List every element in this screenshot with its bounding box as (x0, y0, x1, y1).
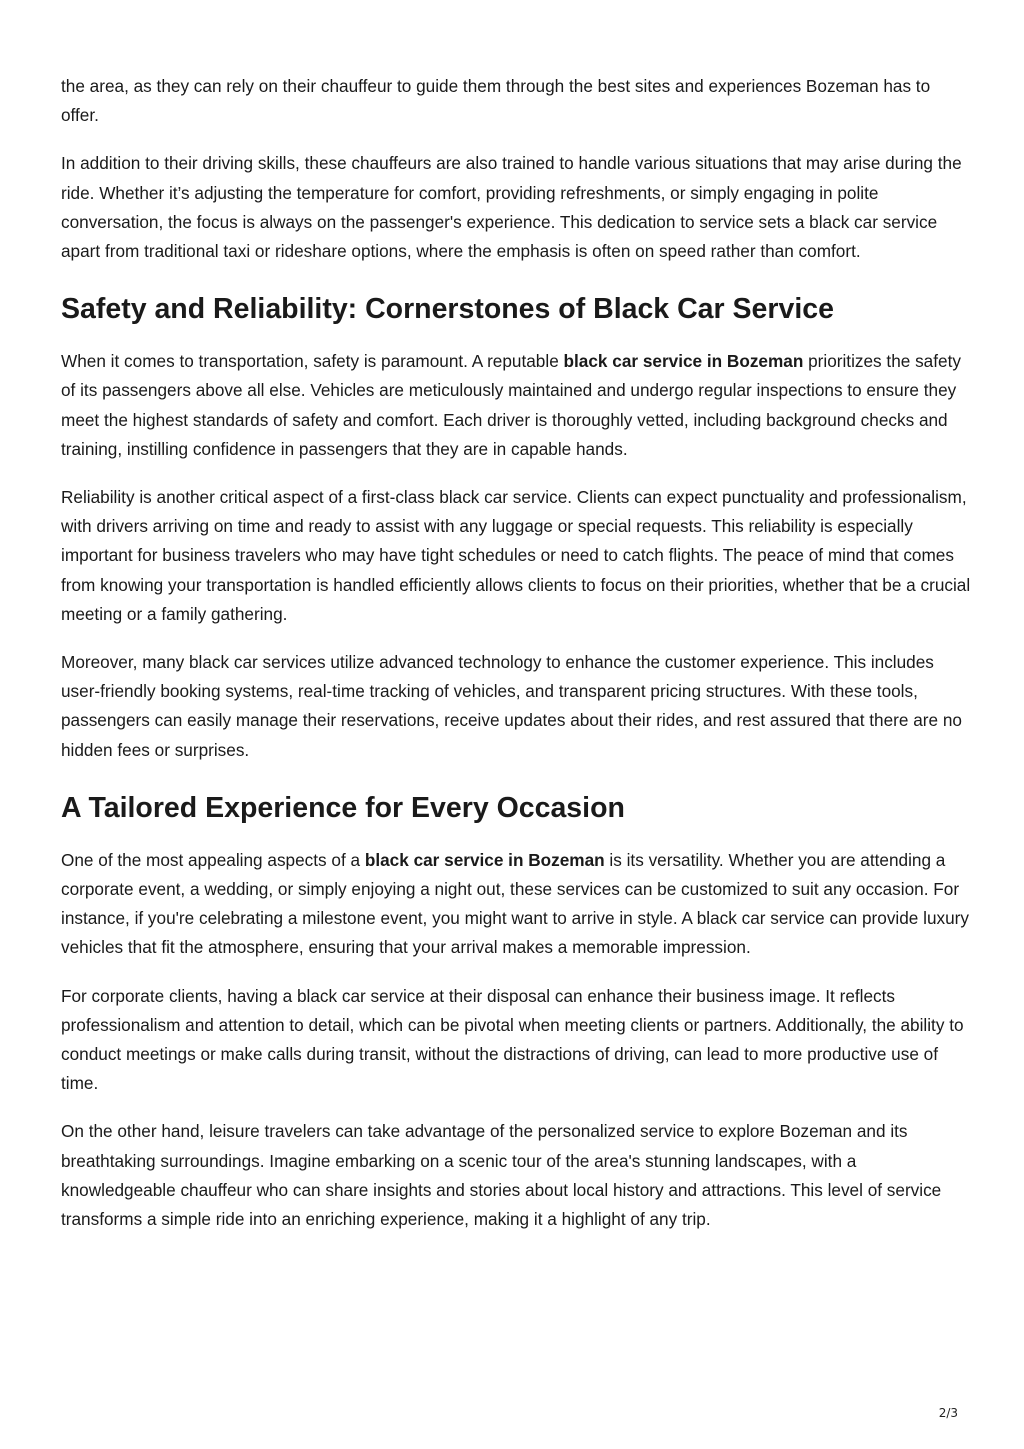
text-span: One of the most appealing aspects of a (61, 849, 365, 870)
text-span: prioritizes the safety of its passengers above all else. Vehicles are meticulously maintained and undergo regular inspections to ensure they meet the highest standards of safety and comfort. Each driver is thoroughly vetted, including background checks and training, instilling confidence in passengers that they are in capable hands. (61, 351, 961, 459)
paragraph-reliability: Reliability is another critical aspect of a first-class black car service. Clients can expect punctuality and professionalism, with drivers arriving on time and ready to assist with any luggage or special requests. This reliability is especially important for business travelers who may have tight schedules or need to catch flights. The peace of mind that comes from knowing your transportation is handled efficiently allows clients to focus on their priorities, whether that be a crucial meeting or a family gathering. (61, 487, 971, 624)
paragraph-intro-continuation: the area, as they can rely on their chauffeur to guide them through the best sites and experiences Bozeman has to offer. (61, 76, 931, 126)
bold-keyword: black car service in Bozeman (364, 849, 605, 870)
paragraph-leisure: On the other hand, leisure travelers can take advantage of the personalized service to explore Bozeman and its breathtaking surroundings. Imagine embarking on a scenic tour of the area's stunning landscapes, with a knowledgeable chauffeur who can share insights and stories about local history and attractions. This level of service transforms a simple ride into an enriching experience, making it a highlight of any trip. (61, 1121, 942, 1230)
heading-safety-reliability: Safety and Reliability: Cornerstones of Black Car Service (61, 293, 834, 326)
bold-keyword: black car service in Bozeman (563, 351, 804, 372)
text-span: When it comes to transportation, safety is paramount. A reputable (61, 351, 564, 372)
paragraph-safety (61, 347, 971, 464)
page-number: 2/3 (938, 1406, 958, 1420)
document-body (61, 72, 971, 1253)
paragraph-corporate: For corporate clients, having a black car service at their disposal can enhance their business image. It reflects professionalism and attention to detail, which can be pivotal when meeting clients or partners. Additionally, the ability to conduct meetings or make calls during transit, without the distractions of driving, can lead to more productive use of time. (61, 985, 964, 1094)
paragraph-versatility (61, 846, 971, 963)
paragraph-chauffeur-skills: In addition to their driving skills, these chauffeurs are also trained to handle various situations that may arise during the ride. Whether it’s adjusting the temperature for comfort, providing refreshments, or simply engaging in polite conversation, the focus is always on the passenger's experience. This dedication to service sets a black car service apart from traditional taxi or rideshare options, where the emphasis is often on speed rather than comfort. (61, 153, 962, 262)
heading-tailored-experience: A Tailored Experience for Every Occasion (61, 791, 625, 824)
text-span: is its versatility. Whether you are attending a corporate event, a wedding, or simply enjoying a night out, these services can be customized to suit any occasion. For instance, if you're celebrating a milestone event, you might want to arrive in style. A black car service can provide luxury vehicles that fit the atmosphere, ensuring that your arrival makes a memorable impression. (61, 849, 969, 958)
paragraph-technology: Moreover, many black car services utilize advanced technology to enhance the customer experience. This includes user-friendly booking systems, real-time tracking of vehicles, and transparent pricing structures. With these tools, passengers can easily manage their reservations, receive updates about their rides, and rest assured that there are no hidden fees or surprises. (61, 652, 962, 760)
